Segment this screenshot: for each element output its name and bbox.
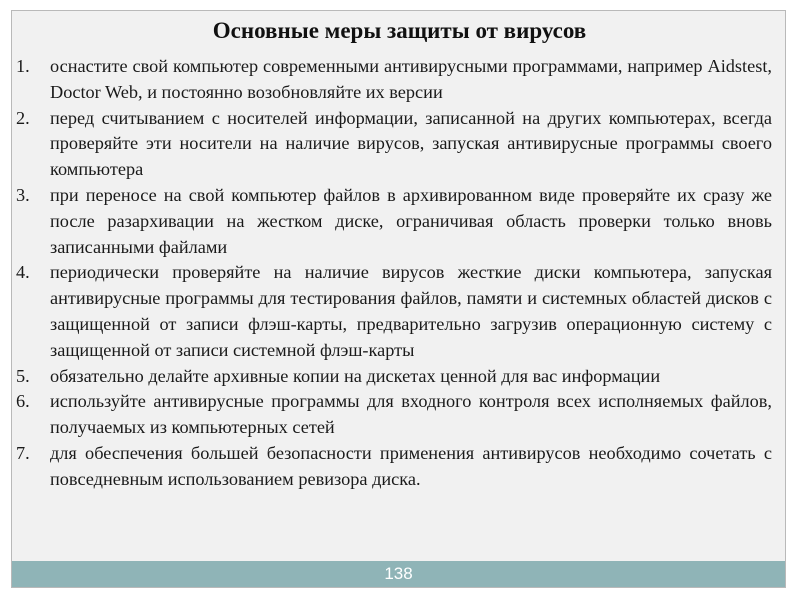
item-number: 4. — [16, 262, 30, 283]
item-number: 3. — [16, 184, 30, 205]
slide — [11, 10, 786, 588]
item-number: 1. — [16, 56, 30, 76]
list-item — [12, 441, 772, 493]
item-text: при переносе на свой компьютер файлов в архивированном виде проверяйте их сразу же после разархивации на жестком диске, ограничивая область проверки только вновь записанными файлами — [50, 184, 772, 257]
footer-bar — [12, 561, 785, 587]
item-number: 5. — [16, 365, 30, 386]
item-number: 2. — [16, 107, 30, 128]
item-text: перед считыванием с носителей информации, записанной на других компьютерах, всегда проверяйте эти носители на наличие вирусов, запуская антивирусные программы своего компьютера — [50, 107, 772, 180]
item-number: 6. — [16, 391, 30, 412]
item-text: оснастите свой компьютер современными антивирусными программами, например Aidstest, Doctor Web, и постоянно возобновляйте их версии — [50, 56, 772, 102]
list-item — [12, 260, 772, 363]
list-item — [12, 183, 772, 260]
item-text: обязательно делайте архивные копии на дискетах ценной для вас информации — [50, 365, 661, 386]
list-item — [12, 54, 772, 106]
item-text: используйте антивирусные программы для входного контроля всех исполняемых файлов, получаемых из компьютерных сетей — [50, 391, 772, 438]
list-item — [12, 364, 772, 390]
list-item — [12, 389, 772, 441]
item-number: 7. — [16, 442, 30, 463]
measures-list — [12, 54, 772, 493]
slide-title: Основные меры защиты от вирусов — [212, 18, 587, 43]
page-number: 138 — [384, 564, 413, 583]
list-item — [12, 106, 772, 183]
item-text: для обеспечения большей безопасности применения антивирусов необходимо сочетать с повседневным использованием ревизора диска. — [50, 442, 772, 489]
item-text: периодически проверяйте на наличие вирусов жесткие диски компьютера, запуская антивирусные программы для тестирования файлов, памяти и системных областей дисков с защищенной от записи флэш-карты, предварительно загрузив операционную систему с защищенной от записи системной флэш-карты — [50, 262, 772, 360]
